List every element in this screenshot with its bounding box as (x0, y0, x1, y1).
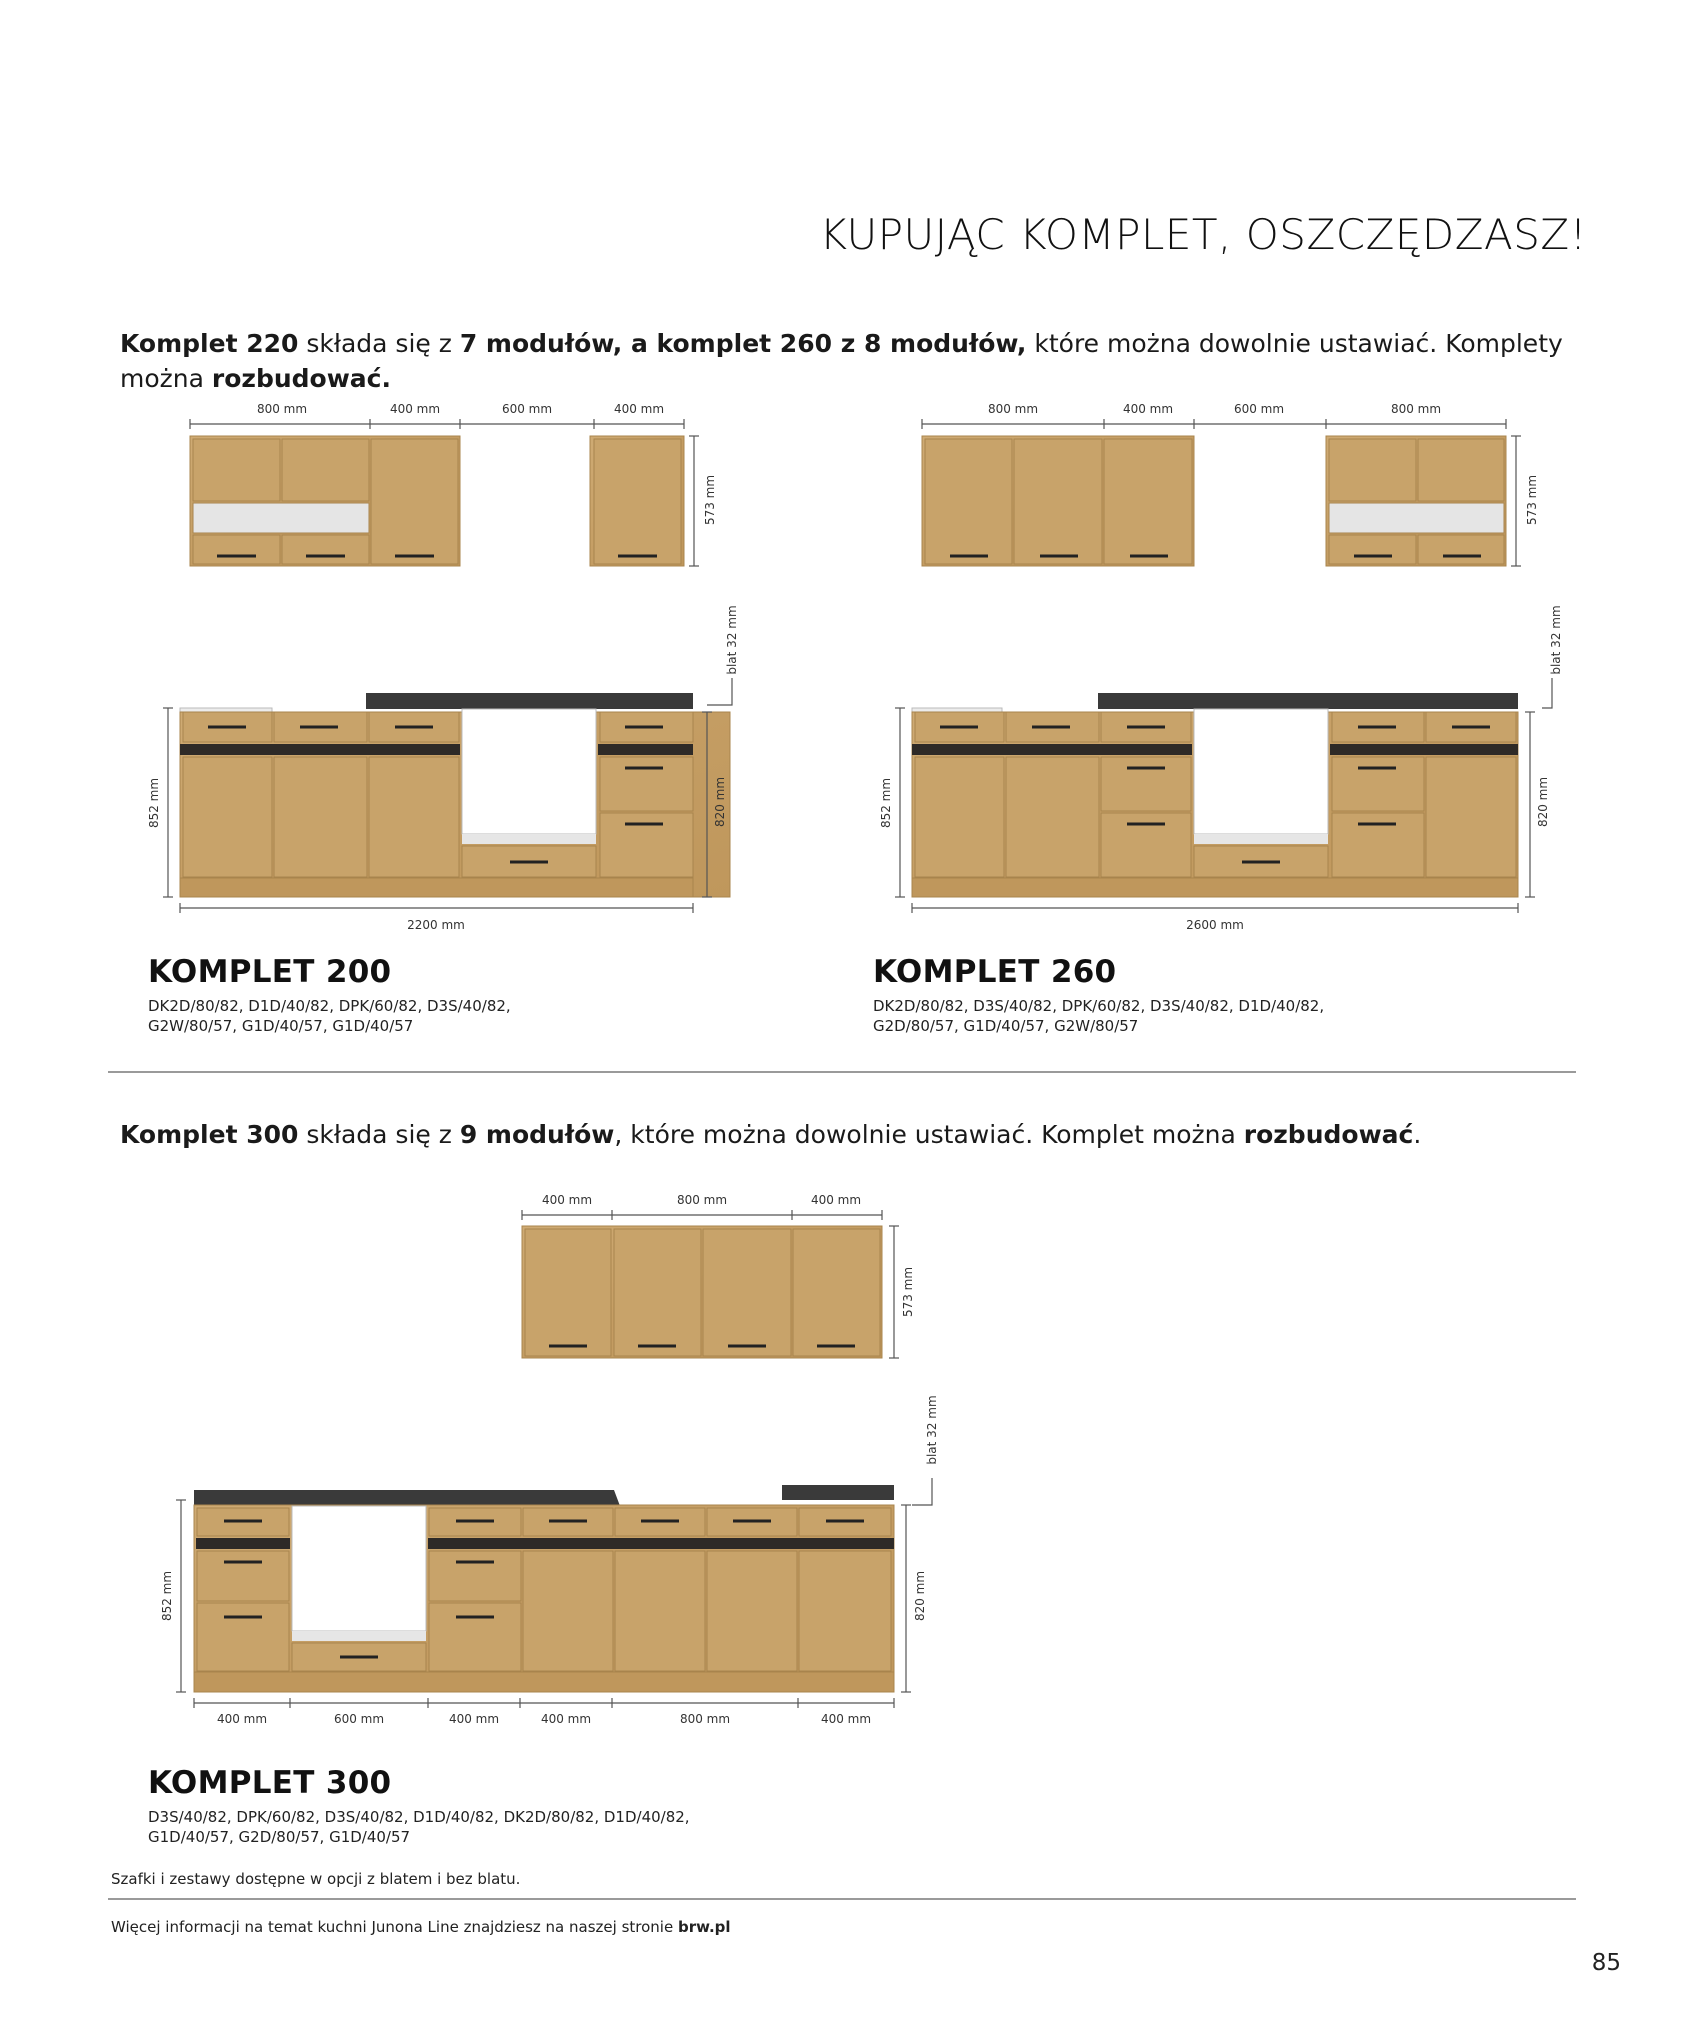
page-number: 85 (1591, 1950, 1621, 1976)
dim-upper-3: 400 mm (810, 1193, 862, 1207)
dim-upper-4: 400 mm (613, 402, 665, 416)
dim-upper-height: 573 mm (901, 1266, 915, 1318)
set-300-codes-2: G1D/40/57, G2D/80/57, G1D/40/57 (148, 1828, 411, 1846)
set-300-title: KOMPLET 300 (148, 1765, 392, 1801)
dim-cabinet-height: 820 mm (913, 1570, 927, 1622)
dim-top-thickness: blat 32 mm (925, 1395, 939, 1465)
intro2-part-6: . (1413, 1120, 1422, 1149)
intro-part-5: rozbudować. (211, 364, 391, 393)
footer-text-main: Więcej informacji na temat kuchni Junona Line znajdziesz na naszej stronie (111, 1918, 678, 1936)
set-260-title: KOMPLET 260 (873, 954, 1117, 990)
intro-part-4: które można dowolnie ustawiać. Komplety można (120, 329, 1563, 393)
availability-note: Szafki i zestawy dostępne w opcji z blatem i bez blatu. (111, 1870, 521, 1888)
dim-lower-1: 400 mm (216, 1712, 268, 1726)
intro-part-1: Komplet 220 (120, 329, 299, 358)
base-cabinets (180, 693, 730, 897)
intro2-part-1: Komplet 300 (120, 1120, 299, 1149)
dim-base-height: 852 mm (879, 777, 893, 829)
set-200-drawing (147, 402, 739, 932)
dim-upper-4: 800 mm (1390, 402, 1442, 416)
set-260-codes-2: G2D/80/57, G1D/40/57, G2W/80/57 (873, 1017, 1139, 1035)
upper-cabinets (522, 1226, 882, 1358)
dim-upper-height: 573 mm (703, 474, 717, 526)
intro-part-2: składa się z (298, 329, 460, 358)
dim-lower-4: 400 mm (540, 1712, 592, 1726)
base-cabinets (912, 693, 1518, 897)
set-200-title: KOMPLET 200 (148, 954, 392, 990)
intro2-part-4: , które można dowolnie ustawiać. Komplet można (614, 1120, 1244, 1149)
set-200-codes-2: G2W/80/57, G1D/40/57, G1D/40/57 (148, 1017, 414, 1035)
set-260-drawing (879, 402, 1563, 932)
footer-divider (108, 1898, 1576, 1900)
intro-part-3: 7 modułów, a komplet 260 z 8 modułów, (459, 329, 1027, 358)
set-300-codes-1: D3S/40/82, DPK/60/82, D3S/40/82, D1D/40/82, DK2D/80/82, D1D/40/82, (148, 1808, 690, 1826)
dim-top-thickness: blat 32 mm (725, 605, 739, 675)
dim-upper-1: 800 mm (987, 402, 1039, 416)
dim-upper-1: 400 mm (541, 1193, 593, 1207)
dim-upper-2: 800 mm (676, 1193, 728, 1207)
intro2-part-2: składa się z (298, 1120, 460, 1149)
intro2-part-3: 9 modułów (459, 1120, 615, 1149)
intro-sets-220-260 (120, 326, 1590, 396)
page-headline: KUPUJĄC KOMPLET, OSZCZĘDZASZ! (819, 210, 1587, 259)
section-divider (108, 1071, 1576, 1073)
intro2-part-5: rozbudować (1243, 1120, 1414, 1149)
dim-upper-2: 400 mm (1122, 402, 1174, 416)
dim-lower-6: 400 mm (820, 1712, 872, 1726)
dim-cabinet-height: 820 mm (1536, 776, 1550, 828)
footer-link[interactable]: brw.pl (677, 1918, 731, 1936)
dim-total-width: 2600 mm (1186, 918, 1244, 932)
dim-total-width: 2200 mm (407, 918, 465, 932)
upper-cabinets (922, 436, 1506, 566)
upper-width-dimensions (190, 419, 684, 429)
dim-lower-5: 800 mm (679, 1712, 731, 1726)
dim-upper-3: 600 mm (1233, 402, 1285, 416)
dim-top-thickness: blat 32 mm (1549, 605, 1563, 675)
dim-upper-height: 573 mm (1525, 474, 1539, 526)
dim-upper-3: 600 mm (501, 402, 553, 416)
dim-lower-3: 400 mm (448, 1712, 500, 1726)
dim-upper-1: 800 mm (256, 402, 308, 416)
dim-base-height: 852 mm (160, 1570, 174, 1622)
set-300-drawing (160, 1193, 939, 1726)
intro-set-300 (120, 1117, 1590, 1152)
upper-cabinets (190, 436, 684, 566)
dim-lower-2: 600 mm (333, 1712, 385, 1726)
dim-base-height: 852 mm (147, 777, 161, 829)
set-260-codes-1: DK2D/80/82, D3S/40/82, DPK/60/82, D3S/40/82, D1D/40/82, (873, 997, 1325, 1015)
dim-cabinet-height: 820 mm (713, 776, 727, 828)
base-cabinets (194, 1485, 894, 1692)
footer-text (111, 1918, 731, 1936)
set-200-codes-1: DK2D/80/82, D1D/40/82, DPK/60/82, D3S/40/82, (148, 997, 511, 1015)
dim-upper-2: 400 mm (389, 402, 441, 416)
